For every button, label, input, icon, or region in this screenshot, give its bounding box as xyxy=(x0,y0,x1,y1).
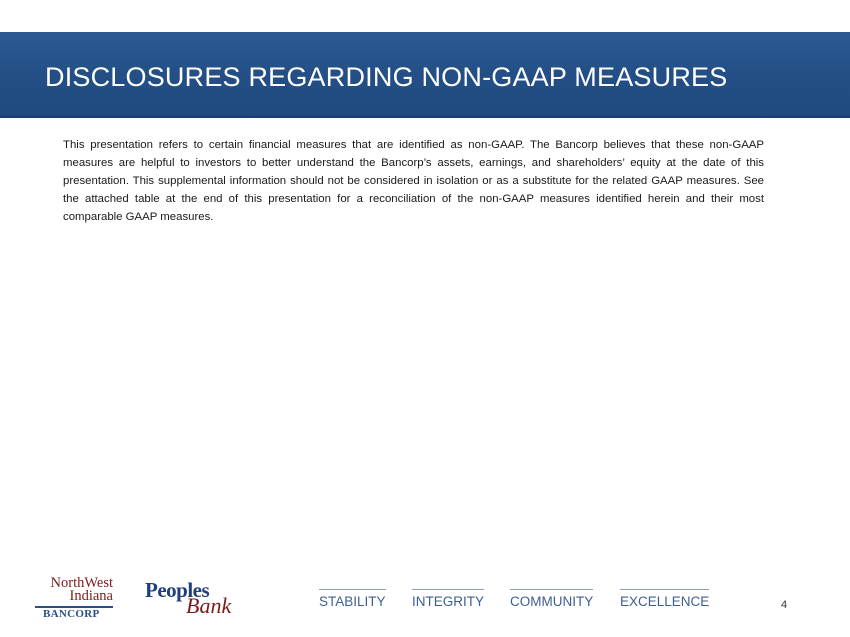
title-banner xyxy=(0,32,850,118)
value-stability: STABILITY xyxy=(319,589,386,610)
disclosure-paragraph: This presentation refers to certain financial measures that are identified as non-GAAP. The Bancorp believes that these non-GAAP measures are helpful to investors to better understand the Bancorp’s assets, earnings, and shareholders’ equity at the date of this presentation. This supplemental information should not be considered in isolation or as a substitute for the related GAAP measures. See the attached table at the end of this presentation for a reconciliation of the non-GAAP measures identified herein and their most comparable GAAP measures. xyxy=(63,139,764,223)
logo-peoples-word: Peoples xyxy=(145,578,210,602)
logo-bank-word: Bank xyxy=(186,593,232,618)
logo-nwi-line3: BANCORP xyxy=(43,608,100,620)
slide-title: DISCLOSURES REGARDING NON-GAAP MEASURES xyxy=(45,62,728,92)
logo-nwi-line2: Indiana xyxy=(69,588,113,604)
northwest-indiana-bancorp-logo xyxy=(35,576,117,622)
value-community: COMMUNITY xyxy=(510,589,593,610)
value-integrity: INTEGRITY xyxy=(412,589,484,610)
peoples-bank-logo xyxy=(145,578,251,620)
value-excellence: EXCELLENCE xyxy=(620,589,709,610)
logo-nwi-line1: NorthWest xyxy=(50,575,113,591)
page-number: 4 xyxy=(781,599,788,611)
